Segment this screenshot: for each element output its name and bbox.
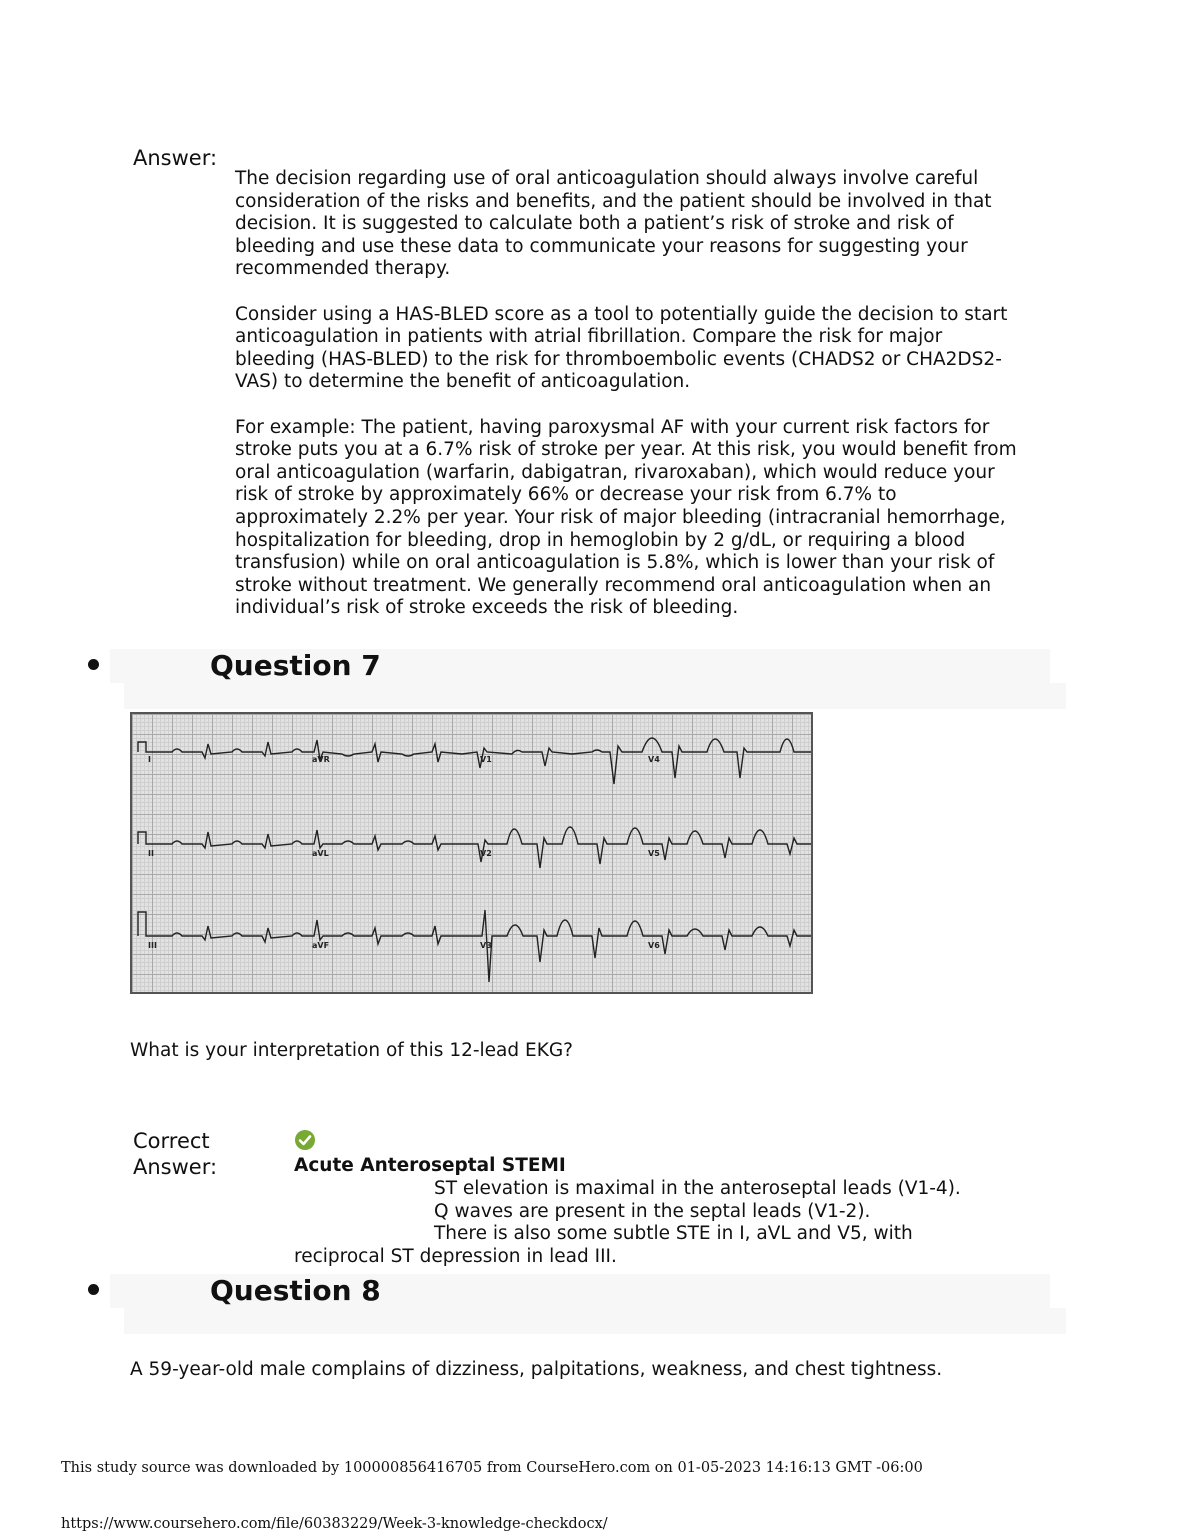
footer-url[interactable]: https://www.coursehero.com/file/60383229/Week-3-knowledge-checkdocx/ [61,1516,608,1532]
answer-paragraph-1: The decision regarding use of oral anticoagulation should always involve careful consideration of the risks and benefits, and the patient should be involved in that decision. It is suggested to calculate both a patient’s risk of stroke and risk of bleeding and use these data to communicate your reasons for suggesting your recommended therapy. [235,168,992,280]
ekg-row-1 [138,738,811,784]
answer-paragraph-2: Consider using a HAS-BLED score as a tool to potentially guide the decision to start anticoagulation in patients with atrial fibrillation. Compare the risk for major bleeding (HAS-BLED) to the risk for thromboembolic events (CHADS2 or CHA2DS2-VAS) to determine the benefit of anticoagulation. [235,303,1008,393]
lead-label: aVL [312,849,329,858]
checkmark-icon [295,1130,315,1150]
lead-label: aVF [312,941,330,950]
question-8-header [88,1274,1066,1336]
lead-label: V3 [480,941,492,950]
lead-label: V5 [648,849,660,858]
ekg-tracing [132,714,811,992]
lead-label: II [148,849,154,858]
lead-label: I [148,755,151,764]
answer-explanation [294,1178,1054,1268]
bullet-icon [88,659,99,670]
answer-text [235,168,1025,642]
lead-label: V2 [480,849,492,858]
question-7-prompt: What is your interpretation of this 12-lead EKG? [130,1040,573,1061]
lead-label: aVR [312,755,330,764]
question-8-prompt: A 59-year-old male complains of dizziness, palpitations, weakness, and chest tightness. [130,1359,943,1380]
correct-answer-label: Correct Answer: [133,1129,218,1179]
ekg-image [130,712,813,994]
answer-paragraph-3: For example: The patient, having paroxysmal AF with your current risk factors for stroke puts you at a 6.7% risk of stroke per year. At this risk, you would benefit from oral anticoagulation (warfarin, dabigatran, rivaroxaban), which would reduce your risk of stroke by approximately 66% or decrease your risk from 6.7% to approximately 2.2% per year. Your risk of major bleeding (intracranial hemorrhage, hospitalization for bleeding, drop in hemoglobin by 2 g/dL, or requiring a blood transfusion) while on oral anticoagulation is 5.8%, which is lower than your risk of stroke without treatment. We generally recommend oral anticoagulation when an individual’s risk of stroke exceeds the risk of bleeding. [235,416,1017,619]
question-8-title: Question 8 [210,1274,381,1307]
explanation-line: There is also some subtle STE in I, aVL and V5, with [434,1223,913,1245]
ekg-row-3 [138,910,811,982]
explanation-line: Q waves are present in the septal leads (V1-2). [434,1200,871,1222]
bullet-icon [88,1284,99,1295]
correct-answer-text: Acute Anteroseptal STEMI [294,1155,566,1176]
question-7-title: Question 7 [210,649,381,682]
question-7-header [88,649,1066,711]
explanation-line: reciprocal ST depression in lead III. [294,1245,617,1267]
answer-label: Answer: [133,146,218,170]
ekg-row-2 [138,827,811,868]
lead-label: III [148,941,157,950]
explanation-line: ST elevation is maximal in the anteroseptal leads (V1-4). [434,1178,961,1199]
lead-label: V6 [648,941,660,950]
lead-label: V4 [648,755,660,764]
footer-source: This study source was downloaded by 100000856416705 from CourseHero.com on 01-05-2023 14:16:13 GMT -06:00 [61,1460,923,1476]
lead-label: V1 [480,755,492,764]
